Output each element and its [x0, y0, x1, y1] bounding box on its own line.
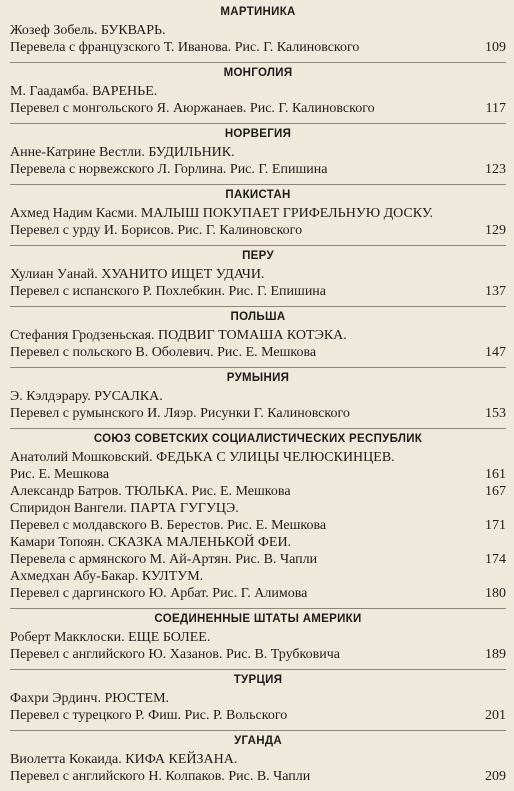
toc-entry-line: [10, 466, 506, 483]
toc-entry-line: [10, 205, 506, 222]
entry-text: Перевел с монгольского Я. Аюржанаев. Рис. Г. Калиновского: [10, 101, 375, 116]
toc-entry-line: [10, 690, 506, 707]
toc-entry-line: [10, 83, 506, 100]
page-number: 167: [485, 484, 506, 499]
page-number: 137: [485, 284, 506, 299]
toc-section: [10, 433, 506, 602]
country-heading: МАРТИНИКА: [220, 6, 296, 18]
entry-text: Перевел с английского Н. Колпаков. Рис. В. Чапли: [10, 769, 311, 784]
section-divider: [10, 62, 506, 63]
toc-section: [10, 189, 506, 239]
entry-text: Стефания Гродзеньская. ПОДВИГ ТОМАША КОТЭКА.: [10, 328, 347, 343]
section-divider: [10, 608, 506, 609]
country-heading: ТУРЦИЯ: [233, 674, 283, 686]
section-divider: [10, 306, 506, 307]
page-number: 117: [485, 101, 506, 116]
entry-text: Анне-Катрине Вестли. БУДИЛЬНИК.: [10, 145, 235, 160]
entry-text: Фахри Эрдинч. РЮСТЕМ.: [10, 691, 170, 706]
toc-entry-line: [10, 517, 506, 534]
country-heading: ПАКИСТАН: [225, 189, 291, 201]
entry-text: Перевел с урду И. Борисов. Рис. Г. Калиновского: [10, 223, 303, 238]
toc-entry-line: [10, 500, 506, 517]
entry-text: Анатолий Мошковский. ФЕДЬКА С УЛИЦЫ ЧЕЛЮСКИНЦЕВ.: [10, 450, 395, 465]
toc-section: [10, 6, 506, 56]
country-heading: СОЮЗ СОВЕТСКИХ СОЦИАЛИСТИЧЕСКИХ РЕСПУБЛИК: [93, 433, 423, 445]
toc-entry-line: [10, 751, 506, 768]
entry-text: Перевел с турецкого Р. Фиш. Рис. Р. Вольского: [10, 708, 288, 723]
toc-entry-line: [10, 161, 506, 178]
toc-section: [10, 372, 506, 422]
toc-section: [10, 128, 506, 178]
section-divider: [10, 123, 506, 124]
page-number: 153: [485, 406, 506, 421]
section-divider: [10, 669, 506, 670]
entry-text: Хулиан Уанай. ХУАНИТО ИЩЕТ УДАЧИ.: [10, 267, 265, 282]
entry-text: Перевел с польского В. Оболевич. Рис. Е. Мешкова: [10, 345, 317, 360]
entry-text: Перевел с молдавского В. Берестов. Рис. Е. Мешкова: [10, 518, 327, 533]
section-divider: [10, 428, 506, 429]
table-of-contents: [10, 6, 506, 791]
toc-entry-line: [10, 707, 506, 724]
entry-text: Перевел с румынского И. Ляэр. Рисунки Г. Калиновского: [10, 406, 350, 421]
page-number: 129: [485, 223, 506, 238]
country-heading: ПОЛЬША: [230, 311, 286, 323]
entry-text: Камари Топоян. СКАЗКА МАЛЕНЬКОЙ ФЕИ.: [10, 535, 292, 550]
section-divider: [10, 245, 506, 246]
section-divider: [10, 184, 506, 185]
section-divider: [10, 730, 506, 731]
toc-section: [10, 250, 506, 300]
toc-entry-line: [10, 534, 506, 551]
toc-entry-line: [10, 222, 506, 239]
toc-entry-line: [10, 100, 506, 117]
toc-entry-line: [10, 551, 506, 568]
entry-text: Перевел с английского Ю. Хазанов. Рис. В. Трубковича: [10, 647, 340, 662]
entry-text: Виолетта Кокаида. КИФА КЕЙЗАНА.: [10, 752, 238, 767]
toc-entry-line: [10, 449, 506, 466]
page-number: 209: [485, 769, 506, 784]
entry-text: Ахмедхан Абу-Бакар. КУЛТУМ.: [10, 569, 204, 584]
page-number: 171: [485, 518, 506, 533]
page-number: 201: [485, 708, 506, 723]
toc-section: [10, 674, 506, 724]
section-divider: [10, 367, 506, 368]
toc-entry-line: [10, 585, 506, 602]
toc-entry-line: [10, 568, 506, 585]
toc-entry-line: [10, 144, 506, 161]
toc-entry-line: [10, 39, 506, 56]
page-number: 180: [485, 586, 506, 601]
toc-section: [10, 67, 506, 117]
entry-text: Рис. Е. Мешкова: [10, 467, 110, 482]
entry-text: Э. Кэлдэрару. РУСАЛКА.: [10, 389, 163, 404]
entry-text: Ахмед Надим Касми. МАЛЫШ ПОКУПАЕТ ГРИФЕЛЬНУЮ ДОСКУ.: [10, 206, 433, 221]
toc-section: [10, 613, 506, 663]
entry-text: Перевел с испанского Р. Похлебкин. Рис. Г. Епишина: [10, 284, 327, 299]
toc-entry-line: [10, 344, 506, 361]
toc-section: [10, 735, 506, 785]
toc-entry-line: [10, 768, 506, 785]
country-heading: МОНГОЛИЯ: [223, 67, 293, 79]
country-heading: НОРВЕГИЯ: [224, 128, 292, 140]
toc-section: [10, 311, 506, 361]
page-number: 123: [485, 162, 506, 177]
country-heading: РУМЫНИЯ: [226, 372, 290, 384]
toc-entry-line: [10, 629, 506, 646]
page-number: 161: [485, 467, 506, 482]
page-number: 174: [485, 552, 506, 567]
toc-entry-line: [10, 283, 506, 300]
toc-entry-line: [10, 483, 506, 500]
entry-text: Роберт Макклоски. ЕЩЕ БОЛЕЕ.: [10, 630, 211, 645]
country-heading: УГАНДА: [234, 735, 282, 747]
entry-text: Перевел с даргинского Ю. Арбат. Рис. Г. Алимова: [10, 586, 308, 601]
toc-entry-line: [10, 405, 506, 422]
toc-entry-line: [10, 266, 506, 283]
entry-text: Александр Батров. ТЮЛЬКА. Рис. Е. Мешкова: [10, 484, 291, 499]
page-number: 147: [485, 345, 506, 360]
country-heading: СОЕДИНЕННЫЕ ШТАТЫ АМЕРИКИ: [154, 613, 362, 625]
entry-text: Перевела с французского Т. Иванова. Рис. Г. Калиновского: [10, 40, 360, 55]
entry-text: М. Гаадамба. ВАРЕНЬЕ.: [10, 84, 158, 99]
toc-entry-line: [10, 388, 506, 405]
page-number: 189: [485, 647, 506, 662]
entry-text: Перевела с армянского М. Ай-Артян. Рис. В. Чапли: [10, 552, 318, 567]
entry-text: Перевела с норвежского Л. Горлина. Рис. Г. Епишина: [10, 162, 328, 177]
toc-entry-line: [10, 22, 506, 39]
entry-text: Спиридон Вангели. ПАРТА ГУГУЦЭ.: [10, 501, 239, 516]
entry-text: Жозеф Зобель. БУКВАРЬ.: [10, 23, 166, 38]
country-heading: ПЕРУ: [242, 250, 274, 262]
toc-entry-line: [10, 646, 506, 663]
page-number: 109: [485, 40, 506, 55]
toc-entry-line: [10, 327, 506, 344]
